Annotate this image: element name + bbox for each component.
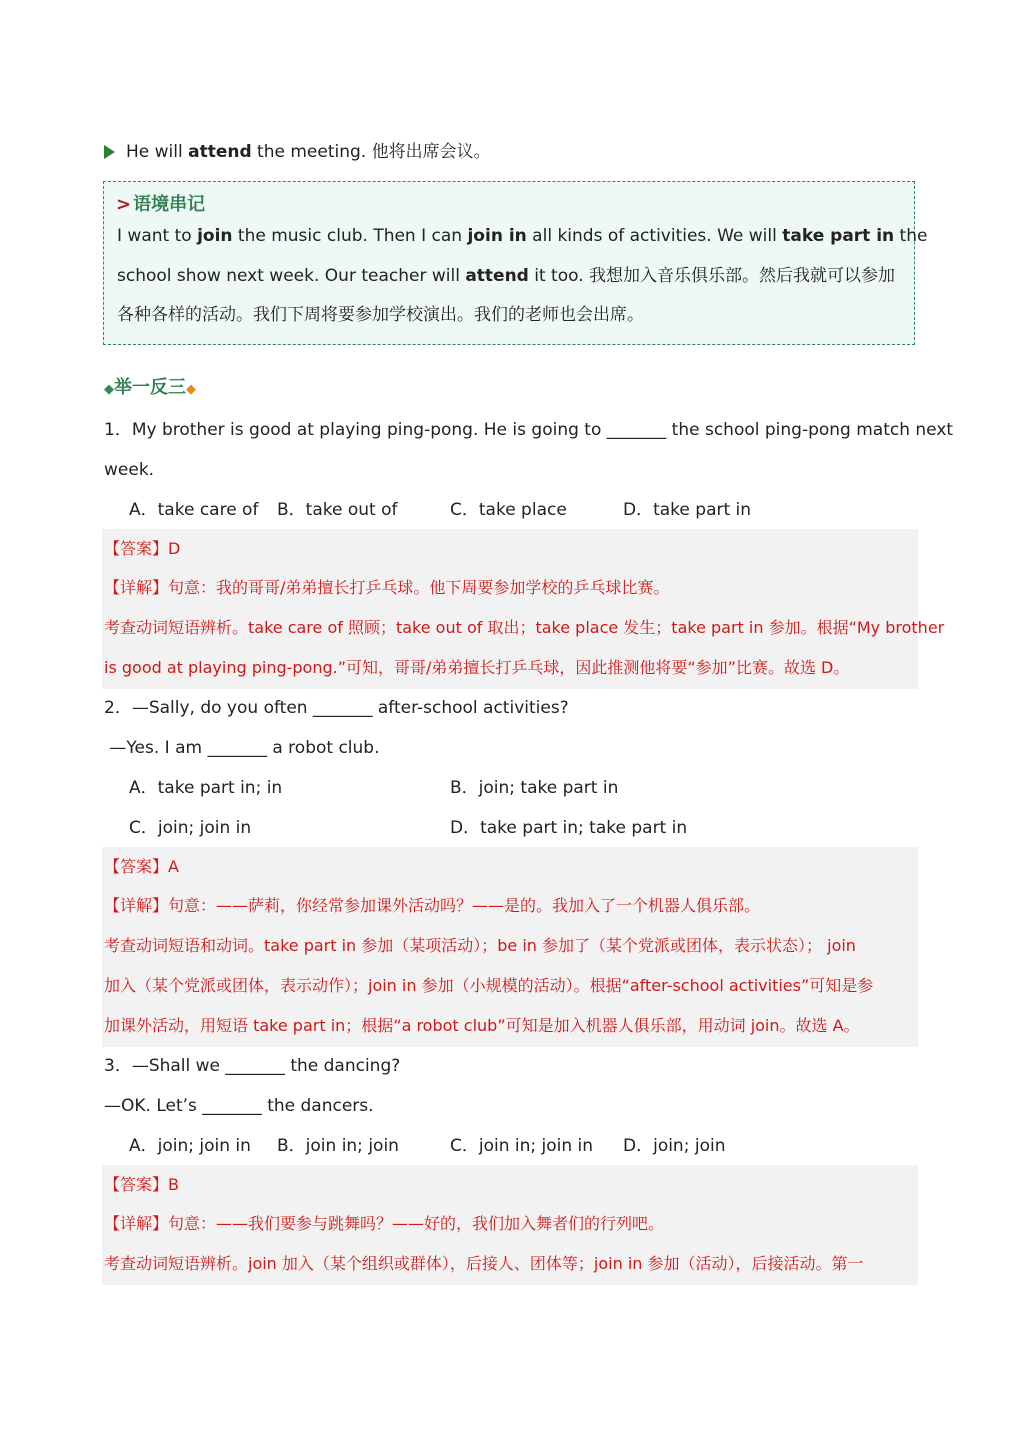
q1-detail-1: 【详解】句意：我的哥哥/弟弟擅长打乒乓球。他下周要参加学校的乒乓球比赛。	[104, 578, 670, 597]
q2-answer: 【答案】A	[104, 857, 179, 876]
section-title: ◆举一反三◆	[104, 377, 196, 398]
q2-detail-4: 加课外活动，用短语 take part in；根据“a robot club”可知是加入机器人俱乐部，用动词 join。故选 A。	[104, 1016, 860, 1035]
q2-detail-3: 加入（某个党派或团体，表示动作）；join in 参加（小规模的活动）。根据“after-school activities”可知是参	[104, 976, 874, 995]
diamond-icon: ◆	[104, 382, 114, 397]
q2-option-d: D．take part in; take part in	[450, 818, 688, 838]
q3-answer-block	[102, 1165, 918, 1285]
example-sentence: He will attend the meeting. 他将出席会议。	[126, 142, 491, 162]
question-3-stem-2: —OK. Let’s _______ the dancers.	[104, 1096, 374, 1116]
context-line-3: 各种各样的活动。我们下周将要参加学校演出。我们的老师也会出席。	[117, 305, 644, 325]
question-3-stem-1: 3．—Shall we _______ the dancing?	[104, 1056, 401, 1076]
q1-detail-2: 考查动词短语辨析。take care of 照顾；take out of 取出；take place 发生；take part in 参加。根据“My brother	[104, 618, 945, 637]
q2-option-b: B．join; take part in	[450, 778, 619, 798]
context-line-1-segment: join	[197, 226, 233, 246]
context-line-1-segment: join in	[467, 226, 527, 246]
q1-answer: 【答案】D	[104, 539, 181, 558]
context-line-1-segment: the music club. Then I can	[232, 226, 468, 246]
q2-answer-block	[102, 847, 918, 1047]
context-line-2-segment: it too. 我想加入音乐俱乐部。然后我就可以参加	[528, 266, 896, 286]
q1-option-a: A．take care of	[129, 500, 259, 520]
context-line-1-segment: take part in	[782, 226, 895, 246]
context-line-1	[117, 225, 927, 247]
question-1-stem-2: week.	[104, 460, 155, 480]
context-line-1-segment: I want to	[117, 226, 198, 246]
q1-detail-3: is good at playing ping-pong.”可知，哥哥/弟弟擅长打乒乓球，因此推测他将要“参加”比赛。故选 D。	[104, 658, 850, 677]
q1-answer-block	[102, 529, 945, 689]
q1-option-d: D．take part in	[623, 500, 752, 520]
q3-option-c: C．join in; join in	[450, 1136, 594, 1156]
question-2-stem-2: —Yes. I am _______ a robot club.	[104, 738, 380, 758]
q3-detail-2: 考查动词短语辨析。join 加入（某个组织或群体），后接人、团体等；join in 参加（活动），后接活动。第一	[104, 1254, 864, 1273]
q3-detail-1: 【详解】句意：——我们要参与跳舞吗？——好的，我们加入舞者们的行列吧。	[104, 1214, 665, 1233]
q2-detail-1: 【详解】句意：——萨莉，你经常参加课外活动吗？——是的。我加入了一个机器人俱乐部。	[104, 896, 761, 915]
q1-option-c: C．take place	[450, 500, 567, 520]
q3-answer: 【答案】B	[104, 1175, 179, 1194]
q3-option-a: A．join; join in	[129, 1136, 251, 1156]
chevron-right-icon: >	[116, 194, 132, 215]
question-1-stem-1: 1．My brother is good at playing ping-pong. He is going to _______ the school ping-pong match next	[104, 420, 954, 440]
q3-option-b: B．join in; join	[277, 1136, 399, 1156]
context-line-1-segment: the	[894, 226, 928, 246]
context-box-title: > 语境串记	[116, 194, 206, 215]
q2-option-c: C．join; join in	[129, 818, 252, 838]
context-memory-box	[103, 181, 928, 345]
context-line-2-segment: attend	[465, 266, 529, 286]
diamond-icon: ◆	[186, 382, 196, 397]
q1-option-b: B．take out of	[277, 500, 398, 520]
q2-detail-2: 考查动词短语和动词。take part in 参加（某项活动）；be in 参加了（某个党派或团体，表示状态）； join	[104, 936, 856, 955]
question-2-stem-1: 2．—Sally, do you often _______ after-school activities?	[104, 698, 569, 718]
q3-option-d: D．join; join	[623, 1136, 726, 1156]
context-line-1-segment: all kinds of activities. We will	[526, 226, 783, 246]
bullet-arrow-icon	[104, 145, 115, 159]
q2-option-a: A．take part in; in	[129, 778, 283, 798]
context-line-2	[117, 265, 895, 287]
context-line-2-segment: school show next week. Our teacher will	[117, 266, 466, 286]
